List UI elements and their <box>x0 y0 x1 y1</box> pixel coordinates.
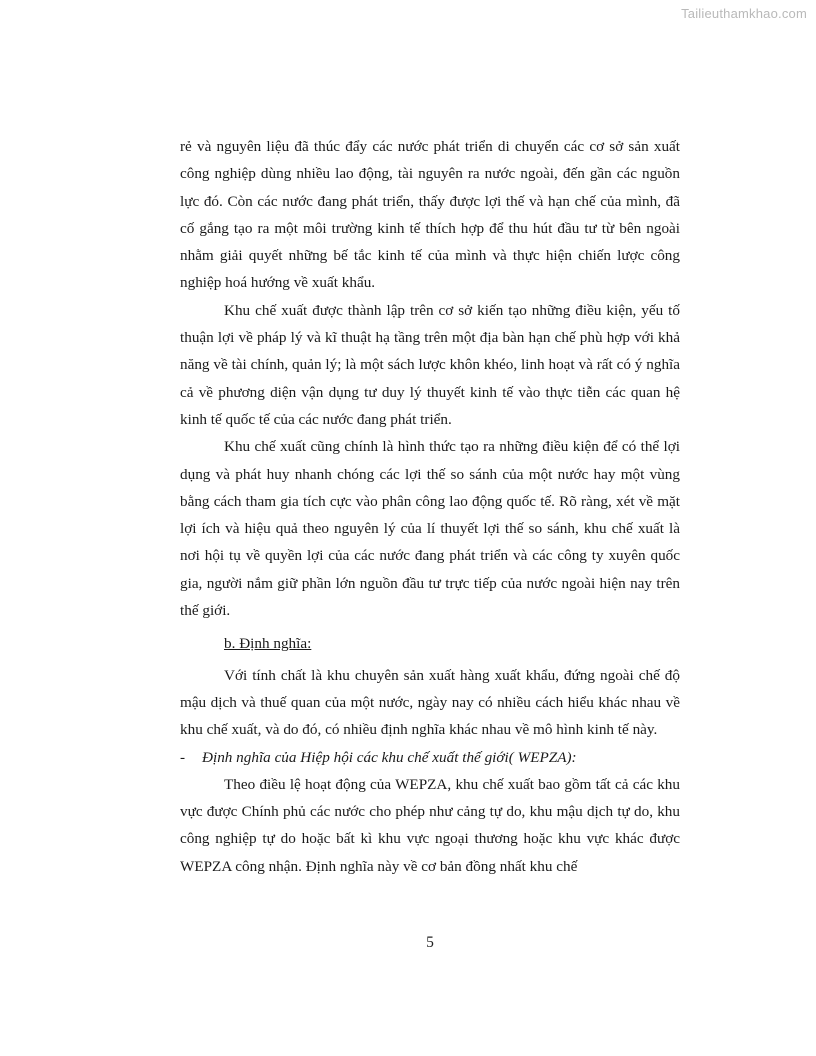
paragraph-tinh-chat: Với tính chất là khu chuyên sản xuất hàng xuất khẩu, đứng ngoài chế độ mậu dịch và thuế quan của một nước, ngày nay có nhiều cách hiểu khác nhau về khu chế xuất, và do đó, có nhiều định nghĩa khác nhau về mô hình kinh tế này. <box>180 666 680 739</box>
paragraph-continuation: rẻ và nguyên liệu đã thúc đẩy các nước phát triển di chuyển các cơ sở sản xuất công nghiệp dùng nhiều lao động, tài nguyên ra nước ngoài, đến gần các nguồn lực đó. Còn các nước đang phát triển, thấy được lợi thế và hạn chế của mình, đã cố gắng tạo ra một môi trường kinh tế thích hợp để thu hút đầu tư từ bên ngoài nhằm giải quyết những bế tắc kinh tế của mình và thực hiện chiến lược công nghiệp hoá hướng về xuất khẩu. <box>180 138 680 292</box>
bullet-text: Định nghĩa của Hiệp hội các khu chế xuất thế giới( WEPZA): <box>202 748 577 766</box>
paragraph-hinh-thuc: Khu chế xuất cũng chính là hình thức tạo ra những điều kiện để có thể lợi dụng và phát huy nhanh chóng các lợi thế so sánh của một nước hay một vùng bằng cách tham gia tích cực vào phân công lao động quốc tế. Rõ ràng, xét về mặt lợi ích và hiệu quả theo nguyên lý của lí thuyết lợi thế so sánh, khu chế xuất là nơi hội tụ về quyền lợi của các nước đang phát triển và các công ty xuyên quốc gia, người nắm giữ phần lớn nguồn đầu tư trực tiếp của nước ngoài hiện nay trên thế giới. <box>180 438 680 620</box>
bullet-dash: - <box>180 748 186 766</box>
section-heading: b. Định nghĩa: <box>224 635 312 653</box>
paragraph-khu-che-xuat-thanh-lap: Khu chế xuất được thành lập trên cơ sở kiến tạo những điều kiện, yếu tố thuận lợi về pháp lý và kĩ thuật hạ tầng trên một địa bàn hạn chế phù hợp với khả năng về tài chính, quản lý; là một sách lược khôn khéo, linh hoạt và rất có ý nghĩa cả về phương diện vận dụng tư duy lý thuyết kinh tế vào thực tiễn các quan hệ kinh tế quốc tế của các nước đang phát triển. <box>180 301 680 428</box>
document-body <box>180 133 680 880</box>
page-number: 5 <box>426 934 434 951</box>
watermark: Tailieuthamkhao.com <box>681 6 807 21</box>
bullet-definition <box>180 744 680 771</box>
paragraph-wepza: Theo điều lệ hoạt động của WEPZA, khu chế xuất bao gồm tất cả các khu vực được Chính phủ các nước cho phép như cảng tự do, khu mậu dịch tự do, khu công nghiệp tự do hoặc bất kì khu vực ngoại thương hoặc khu vực khác được WEPZA công nhận. Định nghĩa này về cơ bản đồng nhất khu chế <box>180 775 680 875</box>
